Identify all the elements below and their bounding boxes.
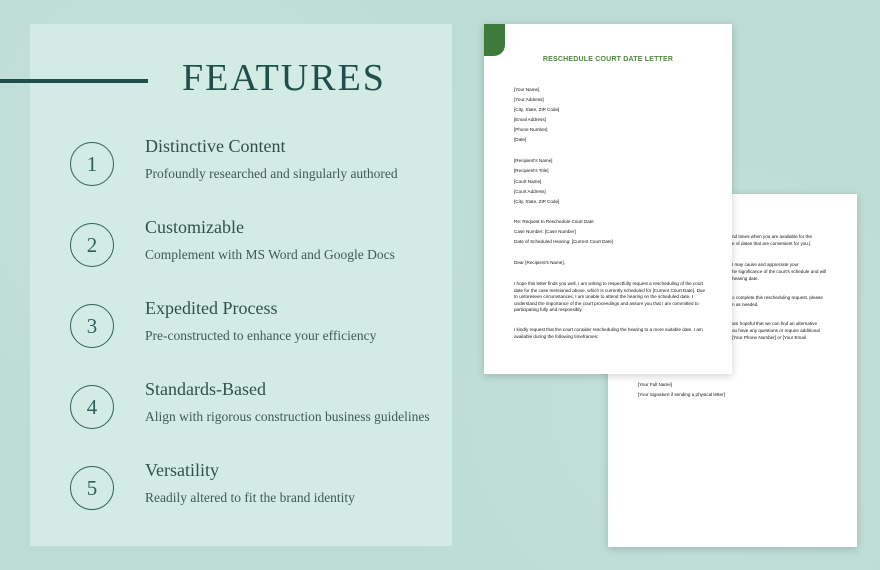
recipient-line: [City, State, ZIP Code] [514,199,560,204]
closing-name: [Your Full Name] [638,382,673,387]
feature-description: Complement with MS Word and Google Docs [145,247,395,262]
recipient-line: [Court Address] [514,189,546,194]
sender-line: [Email Address] [514,117,546,122]
feature-number-badge: 4 [70,385,114,429]
page2-fragment: e of dates that are convenient for you.] [732,241,811,246]
subject-line: Date of Scheduled Hearing: [Current Court Date] [514,239,614,244]
feature-number-badge: 3 [70,304,114,348]
feature-item-3 [70,298,450,364]
feature-title: Standards-Based [145,379,266,399]
page2-fragment: hearing date. [732,276,759,281]
feature-title: Distinctive Content [145,136,286,156]
recipient-line: [Recipient's Name] [514,158,553,163]
page2-fragment: he significance of the court's schedule and will [732,269,827,274]
brand-logo-icon [484,24,505,56]
body-paragraph-2: I kindly request that the court consider rescheduling the hearing to a more suitable date. I am available during the following timeframes: [514,327,703,339]
sender-line: [Your Address] [514,97,544,102]
sender-line: [City, State, ZIP Code] [514,107,560,112]
feature-description: Readily altered to fit the brand identity [145,490,355,505]
feature-description: Pre-constructed to enhance your efficiency [145,328,377,343]
sender-line: [Phone Number] [514,127,548,132]
feature-description: Profoundly researched and singularly authored [145,166,398,181]
body-paragraph-1: I hope this letter finds you well. I am writing to respectfully request a rescheduling of the court date for the case mentioned above, which is currently scheduled for [Current Court Date]. Due to unforeseen circumstances, I am unable to attend the hearing on the scheduled date. I understand the importance of the court proceedings and assure you that I am committed to participating fully and responsibly. [514,281,705,313]
page2-fragment: n as needed. [732,302,759,307]
feature-title: Customizable [145,217,244,237]
page2-fragment: ou have any questions or require additional [732,328,820,333]
salutation: Dear [Recipient's Name], [514,260,565,265]
features-title: FEATURES [182,57,386,99]
feature-item-4 [70,379,450,445]
letter-page-1 [484,24,732,374]
feature-description: Align with rigorous construction business guidelines [145,409,430,424]
feature-item-1 [70,136,450,202]
feature-number-badge: 2 [70,223,114,267]
subject-line: Case Number: [Case Number] [514,229,576,234]
sender-line: [Date] [514,137,527,142]
feature-title: Expedited Process [145,298,278,318]
page2-fragment: nd times when you are available for the [732,234,812,239]
page2-fragment: I may cause and appreciate your [732,262,799,267]
feature-number-badge: 5 [70,466,114,510]
page2-fragment: o complete this rescheduling request, please [732,295,823,300]
subject-line: Re: Request to Reschedule Court Date [514,219,594,224]
title-accent-bar [0,79,148,83]
recipient-line: [Recipient's Title] [514,168,549,173]
page2-fragment: am hopeful that we can find an alternative [732,321,818,326]
letter-title: RESCHEDULE COURT DATE LETTER [542,56,674,63]
feature-title: Versatility [145,460,219,480]
recipient-line: [Court Name] [514,179,542,184]
sender-line: [Your Name] [514,87,540,92]
feature-number-badge: 1 [70,142,114,186]
feature-item-5 [70,460,450,526]
closing-signature: [Your Signature if sending a physical letter] [638,392,725,397]
feature-item-2 [70,217,450,283]
page2-fragment: [Your Phone Number] or [Your Email [732,335,806,340]
